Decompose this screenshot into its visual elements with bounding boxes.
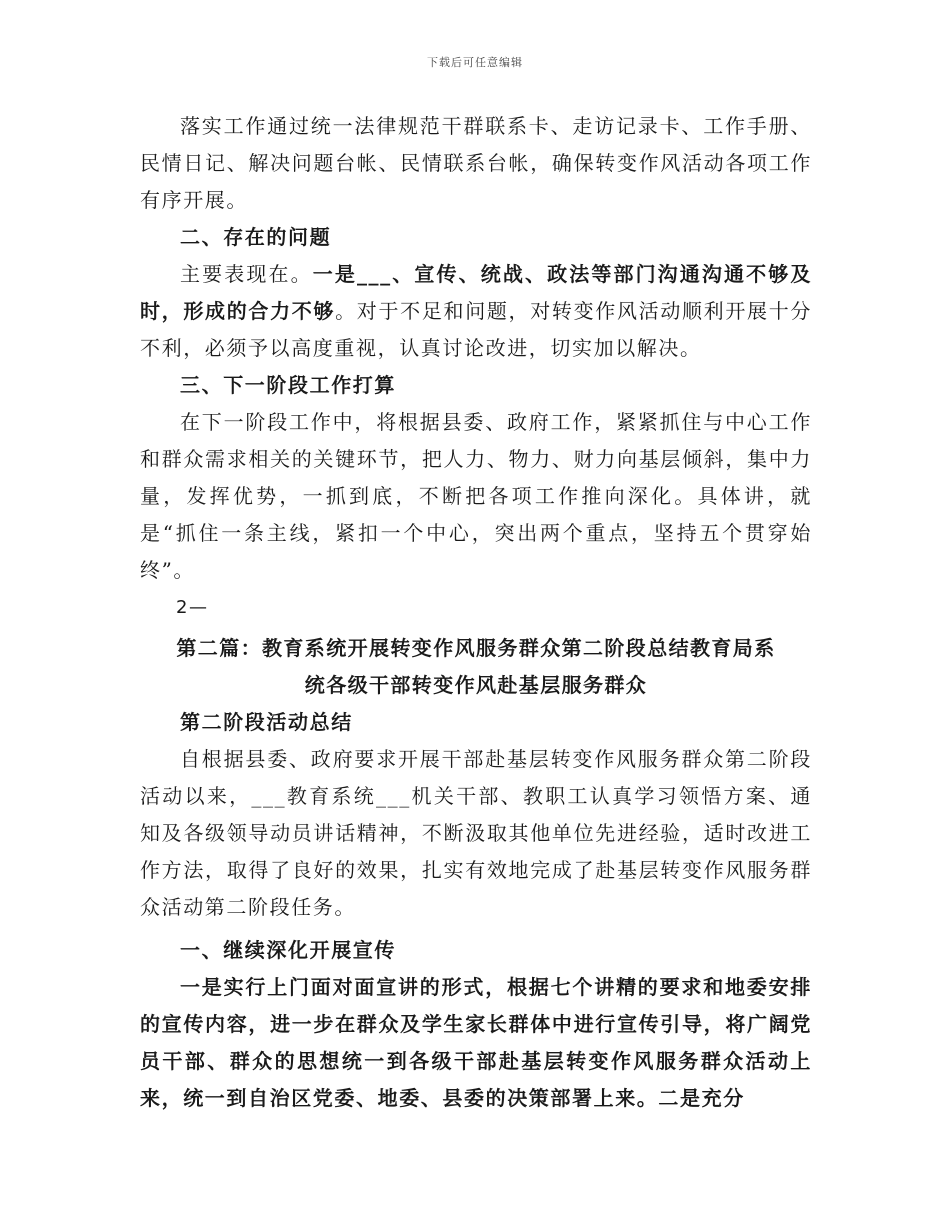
paragraph-2-lead: 主要表现在。 [180, 262, 313, 286]
paragraph-5: 一是实行上门面对面宣讲的形式，根据七个讲精的要求和地委安排的宣传内容，进一步在群众及学生家长群体中进行宣传引导，将广阔党员干部、群众的思想统一到各级干部赴基层转变作风服务群众活动上来，统一到自治区党委、地委、县委的决策部署上来。二是充分 [140, 975, 812, 1110]
heading-next-plan: 三、下一阶段工作打算 [180, 373, 396, 397]
page-header: 下载后可任意编辑 [427, 56, 523, 69]
document-body [140, 108, 812, 1117]
heading-section-1: 一、继续深化开展宣传 [180, 938, 396, 962]
paragraph-2-bold: 一是___、宣传、统战、政法等部门沟通沟通不够及时，形成的合力不够 [140, 262, 812, 323]
paragraph-2 [140, 256, 812, 367]
article-title-line-2: 统各级干部转变作风赴基层服务群众 [304, 673, 648, 697]
paragraph-4: 自根据县委、政府要求开展干部赴基层转变作风服务群众第二阶段活动以来，___教育系统___机关干部、教职工认真学习领悟方案、通知及各级领导动员讲话精神，不断汲取其他单位先进经验，适时改进工作方法，取得了良好的效果，扎实有效地完成了赴基层转变作风服务群众活动第二阶段任务。 [140, 747, 812, 919]
paragraph-3: 在下一阶段工作中，将根据县委、政府工作，紧紧抓住与中心工作和群众需求相关的关键环节，把人力、物力、财力向基层倾斜，集中力量，发挥优势，一抓到底，不断把各项工作推向深化。具体讲，就是“抓住一条主线，紧扣一个中心，突出两个重点，坚持五个贯穿始终”。 [140, 410, 812, 582]
paragraph-2-tail: 。对于不足和问题，对转变作风活动顺利开展十分不利，必须予以高度重视，认真讨论改进，切实加以解决。 [140, 299, 812, 360]
article-title-line-1: 第二篇：教育系统开展转变作风服务群众第二阶段总结教育局系 [176, 636, 776, 660]
article-subtitle: 第二阶段活动总结 [180, 710, 353, 734]
paragraph-1: 落实工作通过统一法律规范干群联系卡、走访记录卡、工作手册、民情日记、解决问题台帐、民情联系台帐，确保转变作风活动各项工作有序开展。 [140, 114, 812, 212]
heading-problems: 二、存在的问题 [180, 225, 332, 249]
page-number: 2— [176, 597, 209, 618]
